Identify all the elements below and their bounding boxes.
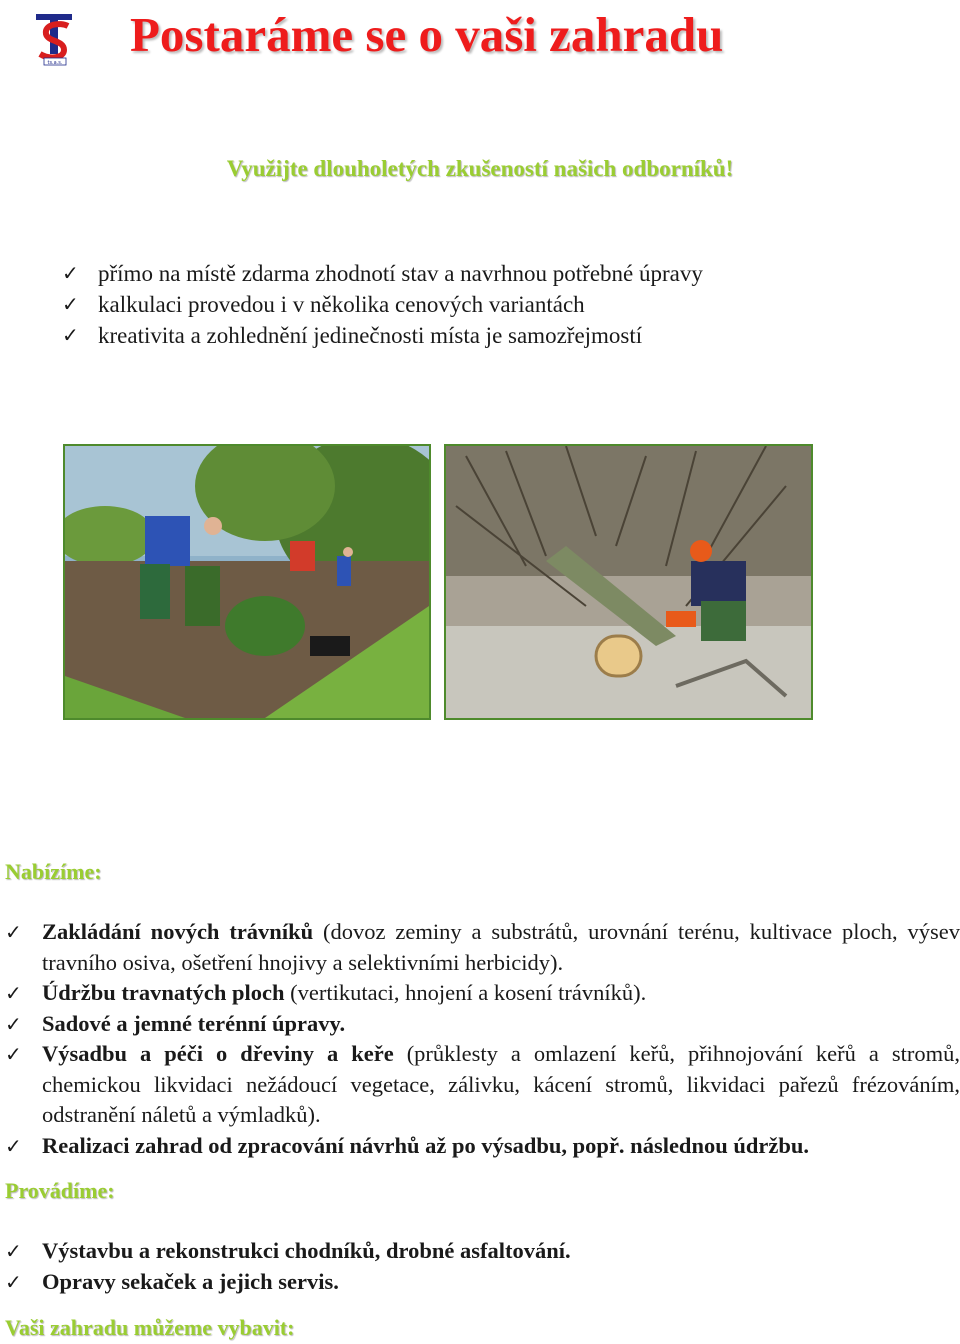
- do-heading: Provádíme:: [5, 1178, 115, 1203]
- equip-heading: Vaši zahradu můžeme vybavit:: [5, 1315, 295, 1340]
- check-icon: ✓: [5, 1133, 22, 1158]
- svg-text:ts.a.s.: ts.a.s.: [47, 60, 63, 66]
- offer-heading: Nabízíme:: [5, 859, 102, 884]
- page-title: Postaráme se o vaši zahradu: [130, 7, 724, 62]
- check-icon: ✓: [5, 981, 22, 1005]
- intro-item: ✓ kreativita a zohlednění jedinečnosti místa je samozřejmostí: [62, 320, 942, 351]
- do-item: ✓ Výstavbu a rekonstrukci chodníků, drobné asfaltování.: [5, 1236, 960, 1267]
- intro-item: ✓ kalkulaci provedou i v několika cenových variantách: [62, 289, 942, 320]
- subtitle: Využijte dlouholetých zkušeností našich odborníků!: [226, 156, 734, 181]
- offer-item: ✓ Sadové a jemné terénní úpravy.: [5, 1009, 960, 1040]
- offer-item: ✓ Výsadbu a péči o dřeviny a keře (průklesty a omlazení keřů, přihnojování keřů a stromů, chemickou likvidaci nežádoucí vegetace, zálivku, kácení stromů, likvidaci pařezů frézováním, odstranění náletů a výmladků).: [5, 1041, 960, 1127]
- do-list: [5, 1236, 960, 1297]
- offer-list: [5, 917, 960, 1161]
- offer-item: ✓ Zakládání nových trávníků (dovoz zeminy a substrátů, urovnání terénu, kultivace ploch, výsev travního osiva, ošetření hnojivy a selektivními herbicidy).: [5, 919, 960, 975]
- check-icon: ✓: [5, 1239, 22, 1263]
- check-icon: ✓: [62, 261, 79, 285]
- company-logo: [30, 8, 78, 66]
- offer-item: ✓ Údržbu travnatých ploch (vertikutaci, hnojení a kosení trávníků).: [5, 978, 960, 1009]
- check-icon: ✓: [5, 1011, 22, 1036]
- intro-item: ✓ přímo na místě zdarma zhodnotí stav a navrhnou potřebné úpravy: [62, 258, 942, 289]
- check-icon: ✓: [62, 292, 79, 316]
- do-item: ✓ Opravy sekaček a jejich servis.: [5, 1267, 960, 1298]
- intro-checklist: [62, 258, 942, 351]
- check-icon: ✓: [62, 323, 79, 347]
- tree-cutting-photo: [444, 444, 813, 720]
- check-icon: ✓: [5, 1269, 22, 1294]
- garden-planting-photo: [63, 444, 431, 720]
- check-icon: ✓: [5, 1042, 22, 1066]
- offer-item: ✓ Realizaci zahrad od zpracování návrhů až po výsadbu, popř. následnou údržbu.: [5, 1131, 960, 1162]
- check-icon: ✓: [5, 920, 22, 944]
